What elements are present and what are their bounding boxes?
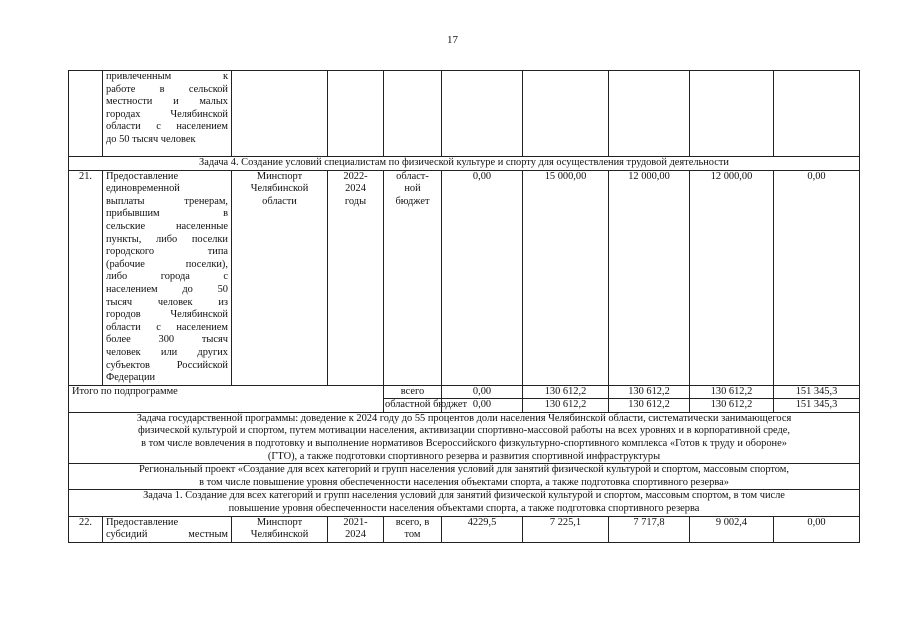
text-line: городов Челябинской	[106, 309, 228, 321]
text-line: бюджет	[395, 195, 430, 207]
cell-value: 0,00	[442, 170, 523, 385]
text-line: в том числе повышение уровня обеспеченности населения объектами спорта, а также подготовка спортивного резерва»	[199, 476, 729, 488]
text-line: прибывшим в	[106, 208, 228, 220]
cell-years	[328, 170, 384, 385]
cell-name	[103, 170, 232, 385]
text-line: выплаты тренерам,	[106, 195, 228, 207]
cell-no	[69, 71, 103, 157]
cell-value: 4229,5	[442, 516, 523, 542]
cell-value: 12 000,00	[609, 170, 690, 385]
text-line: человек или других	[106, 346, 228, 358]
section-row	[69, 412, 860, 463]
cell-source	[384, 170, 442, 385]
text-line: либо города с	[106, 271, 228, 283]
cell-value: 0,00	[442, 399, 523, 413]
text-line: 2022-	[343, 170, 368, 182]
text-line: повышение уровня обеспеченности населения объектами спорта, а также подготовка спортивного резерва	[228, 503, 700, 515]
cell-value: 151 345,3	[774, 385, 860, 399]
state-program-task	[69, 412, 860, 463]
text-line: области с населением	[106, 321, 228, 333]
text-line: в том числе вовлечения в подготовку и выполнение нормативов Всероссийского физкультурно-спортивного комплекса «Готов к труду и обороне»	[141, 438, 787, 450]
text-line: Челябинской	[250, 183, 309, 195]
text-line: Задача 1. Создание для всех категорий и групп населения условий для занятий физической культурой и спортом, массовым спортом, в том числе	[143, 490, 785, 502]
total-row	[69, 385, 860, 399]
text-line: Предоставление	[106, 516, 179, 528]
cell-value: 7 225,1	[523, 516, 609, 542]
text-line: Минспорт	[256, 170, 303, 182]
cell-value: 0,00	[442, 385, 523, 399]
total-label: Итого по подпрограмме	[69, 385, 384, 412]
text-line: 2021-	[343, 516, 368, 528]
text-line: единовременной	[106, 183, 180, 195]
cell-years	[328, 516, 384, 542]
text-line: 2024	[345, 183, 366, 195]
text-line: городах Челябинской	[106, 108, 228, 120]
cell-value: 130 612,2	[523, 385, 609, 399]
text-line: област-	[396, 170, 429, 182]
text-line: физической культурой и спортом, путем мотивации населения, активизации спортивно-массовой работы на всех уровнях и в корпоративной среде,	[137, 425, 791, 437]
text-line: населением до 50	[106, 283, 228, 295]
text-line: местности и малых	[106, 96, 228, 108]
cell-value: 151 345,3	[774, 399, 860, 413]
text-line: тысяч человек из	[106, 296, 228, 308]
text-line: сельские населенные	[106, 220, 228, 232]
text-line: городского типа	[106, 246, 228, 258]
cell-value: 130 612,2	[609, 385, 690, 399]
text-line: Задача государственной программы: доведение к 2024 году до 55 процентов доли населения Челябинской области, систематически занимающегося	[136, 412, 792, 424]
cell-value: 0,00	[774, 170, 860, 385]
text-line: (ГТО), а также подготовки спортивного резерва и развития спортивной инфраструктуры	[267, 450, 661, 462]
cell-value: 7 717,8	[609, 516, 690, 542]
text-line: области	[262, 195, 297, 207]
cell-value: 15 000,00	[523, 170, 609, 385]
cell-no: 21.	[69, 170, 103, 385]
section-row	[69, 157, 860, 171]
text-line: Челябинской	[250, 529, 309, 541]
cell-value: 130 612,2	[523, 399, 609, 413]
table-row	[69, 516, 860, 542]
table-row	[69, 71, 860, 157]
task4-heading: Задача 4. Создание условий специалистам по физической культуре и спорту для осуществления трудовой деятельности	[69, 157, 860, 171]
cell-source: областной бюджет	[384, 399, 442, 413]
section-row	[69, 490, 860, 516]
cell-executor	[232, 516, 328, 542]
cell-source: всего	[384, 385, 442, 399]
text-line: том	[404, 529, 421, 541]
section-row	[69, 464, 860, 490]
text-line: ной	[404, 183, 421, 195]
text-line: Федерации	[106, 372, 156, 384]
text-line: Минспорт	[256, 516, 303, 528]
cell-name	[103, 516, 232, 542]
program-table	[68, 70, 860, 543]
cell-value: 130 612,2	[690, 385, 774, 399]
text-line: (рабочие поселки),	[106, 258, 228, 270]
text-line: более 300 тысяч	[106, 334, 228, 346]
text-line: субъектов Российской	[106, 359, 228, 371]
text-line: до 50 тысяч человек	[106, 133, 196, 145]
cell-value: 130 612,2	[609, 399, 690, 413]
cell-value: 130 612,2	[690, 399, 774, 413]
cell-value: 9 002,4	[690, 516, 774, 542]
cell-no: 22.	[69, 516, 103, 542]
cell-source	[384, 516, 442, 542]
text-line: привлеченным к	[106, 71, 228, 82]
cell-executor	[232, 170, 328, 385]
cell-value: 0,00	[774, 516, 860, 542]
text-line: субсидий местным	[106, 529, 228, 541]
task1-heading	[69, 490, 860, 516]
text-line: всего, в	[395, 516, 430, 528]
text-line: Региональный проект «Создание для всех категорий и групп населения условий для занятий физической культурой и спортом, массовым спортом,	[139, 464, 789, 476]
cell-name	[103, 71, 232, 157]
page-number: 17	[447, 34, 458, 46]
cell-value: 12 000,00	[690, 170, 774, 385]
regional-project	[69, 464, 860, 490]
text-line: 2024	[345, 529, 366, 541]
text-line: пункты, либо поселки	[106, 233, 228, 245]
text-line: работе в сельской	[106, 83, 228, 95]
text-line: годы	[344, 195, 367, 207]
text-line: области с населением	[106, 121, 228, 133]
text-line: Предоставление	[106, 170, 179, 182]
table-row	[69, 170, 860, 385]
